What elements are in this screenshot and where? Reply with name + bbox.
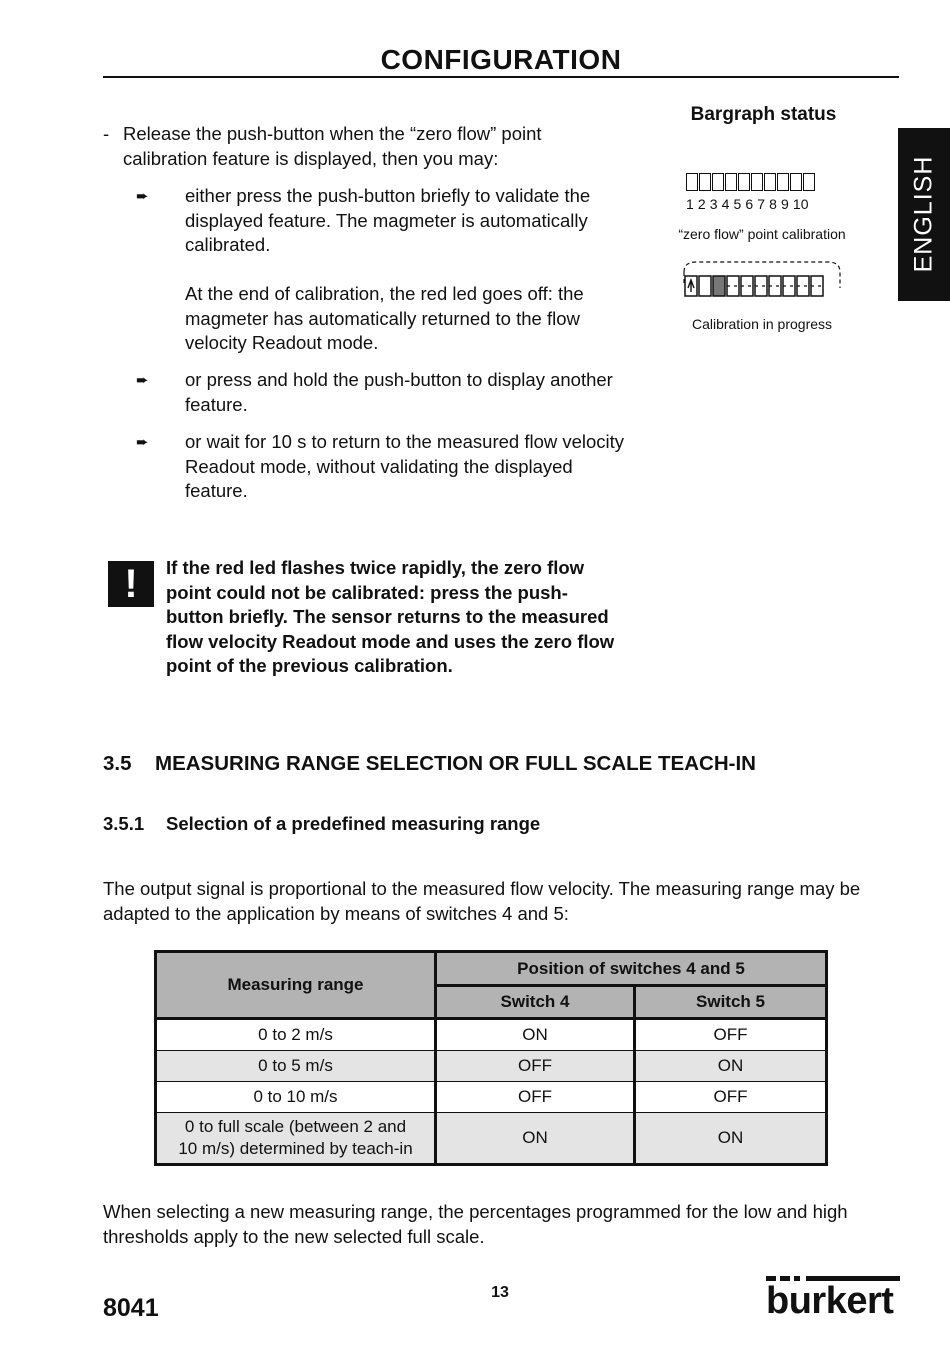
burkert-logo bbox=[766, 1276, 900, 1322]
table-cell-switch-5: OFF bbox=[635, 1082, 827, 1113]
bargraph-segment bbox=[738, 173, 750, 191]
table-cell-switch-5: ON bbox=[635, 1051, 827, 1082]
table-header-switch-4: Switch 4 bbox=[436, 986, 635, 1019]
bargraph-segment bbox=[725, 173, 737, 191]
bargraph-numbers: 1 2 3 4 5 6 7 8 9 10 bbox=[686, 196, 809, 212]
table-header-measuring-range: Measuring range bbox=[156, 952, 436, 1019]
subsection-number: 3.5.1 bbox=[103, 813, 145, 834]
bullet-text-validate: either press the push-button briefly to validate the displayed feature. The magmeter is automatically calibrated. bbox=[185, 185, 591, 255]
model-number: 8041 bbox=[103, 1294, 159, 1322]
body-paragraph: When selecting a new measuring range, the percentages programmed for the low and high thresholds apply to the new selected full scale. bbox=[103, 1201, 848, 1247]
bargraph-calibration-progress-graphic bbox=[678, 258, 846, 304]
table-cell-switch-4: OFF bbox=[436, 1082, 635, 1113]
table-row bbox=[156, 1019, 827, 1051]
arrow-bullet-icon: ➨ bbox=[136, 372, 149, 389]
logo-wordmark: burkert bbox=[766, 1280, 894, 1322]
bargraph-segment bbox=[803, 173, 815, 191]
measuring-range-table bbox=[154, 950, 828, 1166]
bargraph-segment bbox=[686, 173, 698, 191]
arrow-bullet-icon: ➨ bbox=[136, 434, 149, 451]
table-cell-range: 0 to 2 m/s bbox=[156, 1019, 436, 1051]
body-paragraph: The output signal is proportional to the measured flow velocity. The measuring range may be adapted to the application by means of switches 4 and 5: bbox=[103, 878, 861, 924]
page-number: 13 bbox=[491, 1284, 509, 1301]
table-cell-switch-4: OFF bbox=[436, 1051, 635, 1082]
bargraph-title: Bargraph status bbox=[690, 104, 837, 125]
table-header-switch-group: Position of switches 4 and 5 bbox=[436, 952, 827, 986]
table-header-switch-5: Switch 5 bbox=[635, 986, 827, 1019]
table-cell-switch-4: ON bbox=[436, 1019, 635, 1051]
bullet-text-hold: or press and hold the push-button to display another feature. bbox=[185, 369, 613, 415]
header-rule bbox=[103, 76, 899, 78]
table-row bbox=[156, 1082, 827, 1113]
table-row bbox=[156, 1113, 827, 1165]
page-title: CONFIGURATION bbox=[380, 44, 622, 75]
arrow-bullet-icon: ➨ bbox=[136, 188, 149, 205]
bargraph-caption-in-progress: Calibration in progress bbox=[691, 316, 833, 332]
bargraph-segment bbox=[764, 173, 776, 191]
table-cell-switch-5: OFF bbox=[635, 1019, 827, 1051]
subsection-title: Selection of a predefined measuring range bbox=[166, 813, 541, 834]
bargraph-segment bbox=[777, 173, 789, 191]
bargraph-segment bbox=[790, 173, 802, 191]
table-cell-range bbox=[156, 1113, 436, 1165]
bargraph-segment bbox=[699, 173, 711, 191]
table-cell-switch-5: ON bbox=[635, 1113, 827, 1165]
bargraph-segments-zero-flow bbox=[686, 173, 816, 191]
language-tab bbox=[898, 128, 950, 301]
language-tab-label: ENGLISH bbox=[909, 155, 938, 273]
subsection-heading bbox=[103, 813, 540, 835]
table-row bbox=[156, 1051, 827, 1082]
section-heading bbox=[103, 752, 756, 776]
warning-icon: ! bbox=[108, 561, 154, 607]
warning-text: If the red led flashes twice rapidly, the zero flow point could not be calibrated: press the push-button briefly. The sensor returns to the measured flow velocity Readout mode and uses the zero flow point of the previous calibration. bbox=[166, 557, 615, 677]
table-cell-switch-4: ON bbox=[436, 1113, 635, 1165]
intro-dash: - bbox=[103, 123, 110, 144]
bargraph-segment bbox=[751, 173, 763, 191]
section-title: MEASURING RANGE SELECTION OR FULL SCALE TEACH-IN bbox=[155, 752, 756, 775]
table-cell-range-line2: 10 m/s) determined by teach-in bbox=[178, 1139, 413, 1158]
table-cell-range: 0 to 5 m/s bbox=[156, 1051, 436, 1082]
table-cell-range: 0 to 10 m/s bbox=[156, 1082, 436, 1113]
intro-text: Release the push-button when the “zero flow” point calibration feature is displayed, then you may: bbox=[123, 123, 542, 169]
bullet-text-calibration-end: At the end of calibration, the red led goes off: the magmeter has automatically returned to the flow velocity Readout mode. bbox=[185, 283, 584, 353]
section-number: 3.5 bbox=[103, 752, 132, 775]
bargraph-caption-zero-flow: “zero flow” point calibration bbox=[678, 226, 846, 242]
bargraph-segment bbox=[712, 173, 724, 191]
table-cell-range-line1: 0 to full scale (between 2 and bbox=[184, 1117, 407, 1136]
bullet-text-wait: or wait for 10 s to return to the measured flow velocity Readout mode, without validating the displayed feature. bbox=[185, 431, 625, 501]
